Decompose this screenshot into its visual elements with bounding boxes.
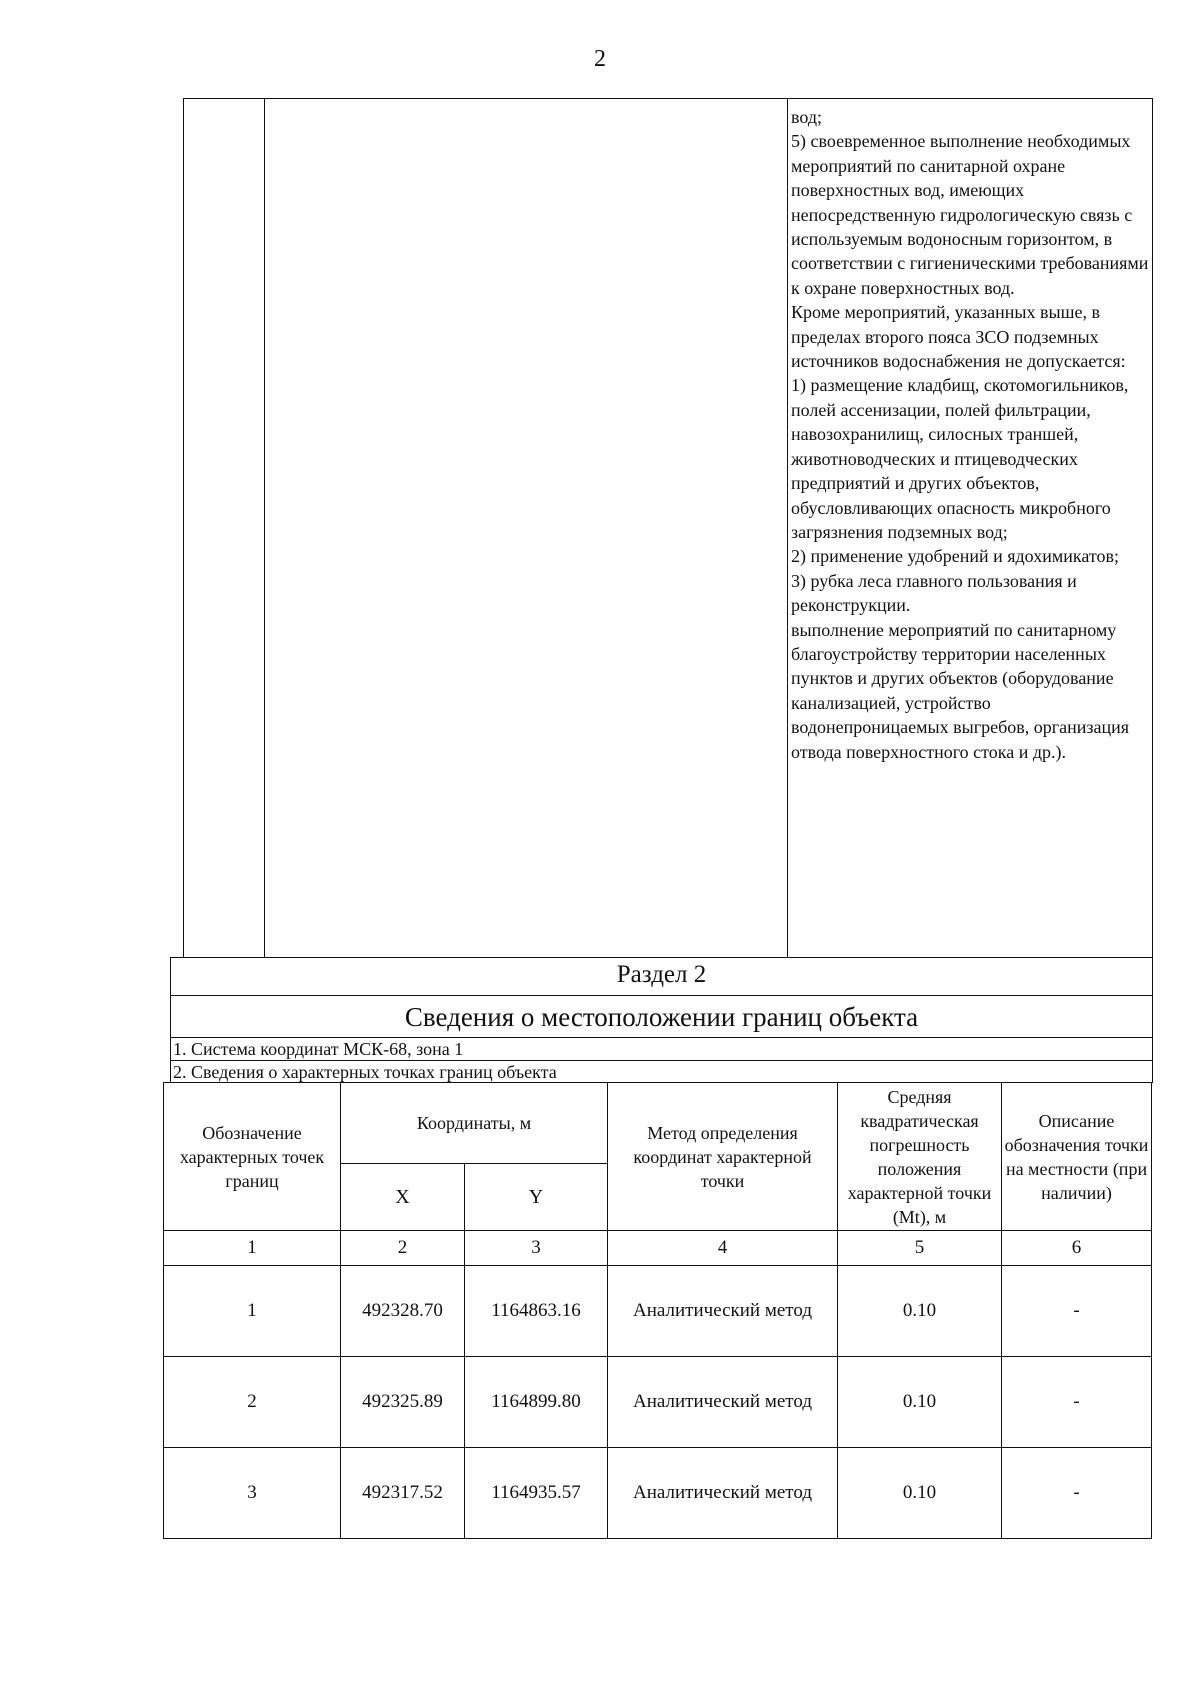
header-designation: Обозначение характерных точек границ: [164, 1083, 341, 1231]
table-row: [164, 1357, 1152, 1448]
column-number: 1: [164, 1231, 341, 1266]
restrictions-text: вод; 5) своевременное выполнение необходимых мероприятий по санитарной охране поверхностных вод, имеющих непосредственную гидрологическую связь с используемым водоносным горизонтом, в соответствии с гигиеническими требованиями к охране поверхностных вод. Кроме мероприятий, указанных выше, в пределах второго пояса ЗСО подземных источников водоснабжения не допускается: 1) размещение кладбищ, скотомогильников, полей ассенизации, полей фильтрации, навозохранилищ, силосных траншей, животноводческих и птицеводческих предприятий и других объектов, обусловливающих опасность микробного загрязнения подземных вод; 2) применение удобрений и ядохимикатов; 3) рубка леса главного пользования и реконструкции. выполнение мероприятий по санитарному благоустройству территории населенных пунктов и других объектов (оборудование канализацией, устройство водонепроницаемых выгребов, организация отвода поверхностного стока и др.).: [791, 107, 1149, 762]
header-row: [164, 1083, 1152, 1164]
section-title: Раздел 2: [616, 961, 707, 988]
column-divider: [264, 99, 265, 958]
description: -: [1002, 1357, 1152, 1448]
x-coordinate: 492325.89: [341, 1357, 465, 1448]
method: Аналитический метод: [608, 1266, 838, 1357]
error: 0.10: [838, 1266, 1002, 1357]
error: 0.10: [838, 1357, 1002, 1448]
continuation-table: [183, 98, 1153, 958]
description: -: [1002, 1448, 1152, 1539]
points-heading: 2. Сведения о характерных точках границ объекта: [171, 1060, 1152, 1084]
section-subtitle-row: [171, 995, 1152, 1037]
header-description: Описание обозначения точки на местности (при наличии): [1002, 1083, 1152, 1231]
table-row: [164, 1448, 1152, 1539]
section-subtitle: Сведения о местоположении границ объекта: [404, 1002, 919, 1032]
y-coordinate: 1164899.80: [465, 1357, 608, 1448]
coord-system: 1. Система координат МСК-68, зона 1: [171, 1037, 1152, 1061]
point-id: 1: [164, 1266, 341, 1357]
y-coordinate: 1164935.57: [465, 1448, 608, 1539]
error: 0.10: [838, 1448, 1002, 1539]
header-coordinates: Координаты, м: [341, 1083, 608, 1164]
header-x: X: [341, 1164, 465, 1231]
header-y: Y: [465, 1164, 608, 1231]
header-error: Средняя квадратическая погрешность положения характерной точки (Mt), м: [838, 1083, 1002, 1231]
point-id: 3: [164, 1448, 341, 1539]
header-method: Метод определения координат характерной точки: [608, 1083, 838, 1231]
point-id: 2: [164, 1357, 341, 1448]
column-number: 2: [341, 1231, 465, 1266]
method: Аналитический метод: [608, 1448, 838, 1539]
x-coordinate: 492328.70: [341, 1266, 465, 1357]
column-number: 3: [465, 1231, 608, 1266]
column-number-row: [164, 1231, 1152, 1266]
description: -: [1002, 1266, 1152, 1357]
method: Аналитический метод: [608, 1357, 838, 1448]
page-number: 2: [594, 46, 606, 72]
section-2-header: [170, 957, 1153, 1083]
boundary-points-table: [163, 1082, 1152, 1539]
x-coordinate: 492317.52: [341, 1448, 465, 1539]
column-divider: [787, 99, 788, 958]
column-number: 6: [1002, 1231, 1152, 1266]
y-coordinate: 1164863.16: [465, 1266, 608, 1357]
column-number: 4: [608, 1231, 838, 1266]
column-number: 5: [838, 1231, 1002, 1266]
table-row: [164, 1266, 1152, 1357]
